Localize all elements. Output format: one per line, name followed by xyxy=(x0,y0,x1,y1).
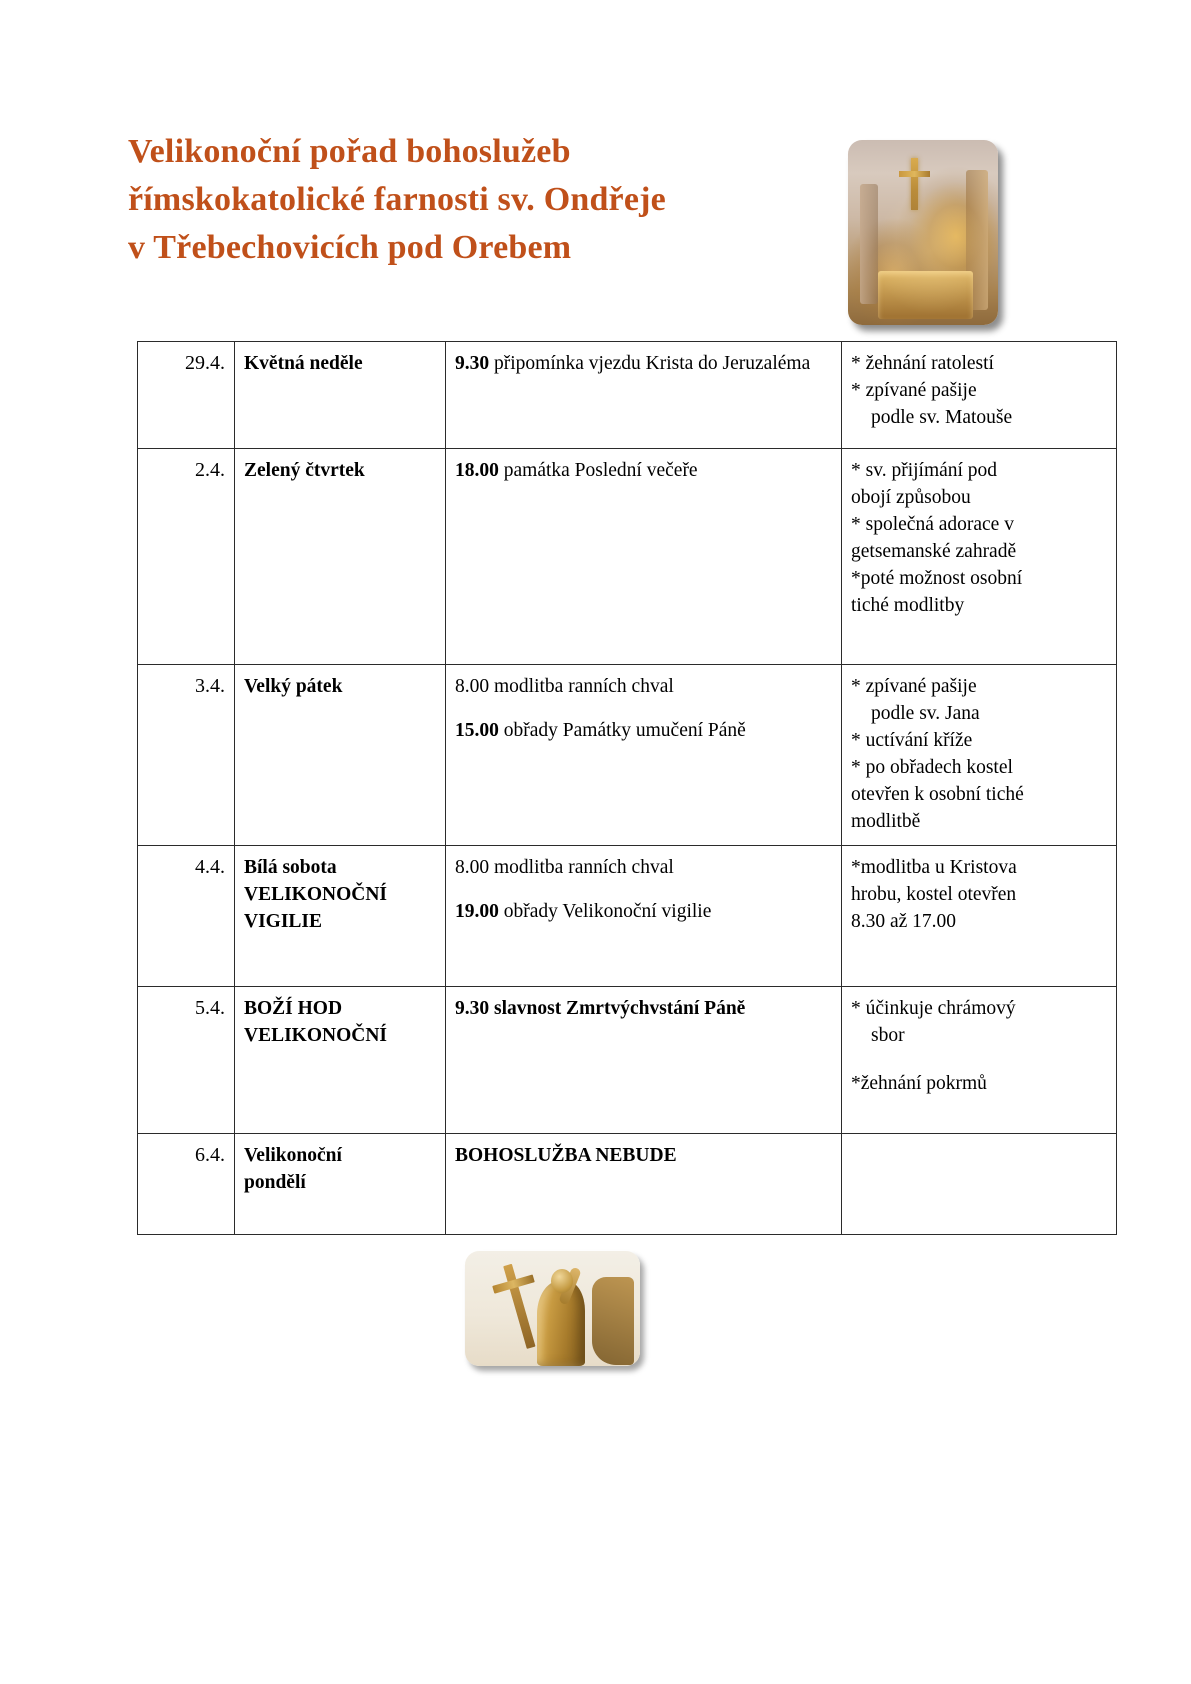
row-date: 6.4. xyxy=(195,1144,225,1166)
title-line-1: Velikonoční pořad bohoslužeb xyxy=(128,133,571,170)
row-date: 2.4. xyxy=(195,459,225,481)
note-line: * žehnání ratolestí xyxy=(851,353,994,374)
row-date: 3.4. xyxy=(195,675,225,697)
note-line: hrobu, kostel otevřen xyxy=(851,884,1017,905)
table-row xyxy=(138,987,1117,1134)
row-day-line: VIGILIE xyxy=(244,911,323,932)
row-day-line: Zelený čtvrtek xyxy=(244,460,365,481)
note-line: *žehnání pokrmů xyxy=(851,1073,987,1094)
note-line: * zpívané pašije xyxy=(851,676,977,697)
note-line: tiché modlitby xyxy=(851,595,965,616)
row-times-cell xyxy=(446,342,842,449)
row-day-line: Velikonoční xyxy=(244,1145,342,1166)
note-line: * účinkuje chrámový xyxy=(851,998,1016,1019)
time-value: 9.30 xyxy=(455,353,490,374)
time-description: připomínka vjezdu Krista do Jeruzaléma xyxy=(489,353,811,374)
row-date-cell xyxy=(138,846,235,987)
statue-head xyxy=(551,1269,573,1293)
time-entry xyxy=(455,898,832,925)
altar-glow xyxy=(848,140,998,325)
row-day-line: pondělí xyxy=(244,1172,306,1193)
row-date-cell xyxy=(138,342,235,449)
row-day-line: Květná neděle xyxy=(244,353,363,374)
note-line: otevřen k osobní tiché xyxy=(851,784,1024,805)
note-line: obojí způsobou xyxy=(851,487,971,508)
row-day-line: Velký pátek xyxy=(244,676,343,697)
time-value: 15.00 xyxy=(455,720,499,741)
row-date: 4.4. xyxy=(195,856,225,878)
row-times-cell xyxy=(446,449,842,665)
row-day-cell xyxy=(235,987,446,1134)
note-line: * společná adorace v xyxy=(851,514,1014,535)
time-entry: 8.00 modlitba ranních chval xyxy=(455,676,674,697)
schedule-body xyxy=(138,342,1117,1235)
row-notes-cell xyxy=(842,342,1117,449)
table-row xyxy=(138,449,1117,665)
row-date-cell xyxy=(138,1134,235,1235)
time-entry xyxy=(455,457,832,484)
note-line: getsemanské zahradě xyxy=(851,541,1017,562)
time-value: 18.00 xyxy=(455,460,499,481)
time-value: 19.00 xyxy=(455,901,499,922)
row-day-line: Bílá sobota xyxy=(244,857,337,878)
row-times-cell xyxy=(446,846,842,987)
row-notes-cell xyxy=(842,987,1117,1134)
time-entry: BOHOSLUŽBA NEBUDE xyxy=(455,1145,677,1166)
note-line: podle sv. Matouše xyxy=(871,407,1013,428)
page-title xyxy=(128,128,848,272)
note-line: *poté možnost osobní xyxy=(851,568,1023,589)
row-notes-cell xyxy=(842,846,1117,987)
row-date: 5.4. xyxy=(195,997,225,1019)
note-line: *modlitba u Kristova xyxy=(851,857,1017,878)
row-day-cell xyxy=(235,342,446,449)
row-notes-cell xyxy=(842,449,1117,665)
table-row xyxy=(138,665,1117,846)
row-notes-cell xyxy=(842,665,1117,846)
note-line: * uctívání kříže xyxy=(851,730,973,751)
note-line: * sv. přijímání pod xyxy=(851,460,998,481)
row-times-cell xyxy=(446,987,842,1134)
row-day-line: VELIKONOČNÍ xyxy=(244,1025,388,1046)
statue-drapery xyxy=(592,1277,634,1365)
row-day-cell xyxy=(235,665,446,846)
time-entry: 9.30 slavnost Zmrtvýchvstání Páně xyxy=(455,998,746,1019)
table-row xyxy=(138,846,1117,987)
table-row xyxy=(138,1134,1117,1235)
easter-schedule-table xyxy=(137,341,1117,1235)
title-line-3: v Třebechovicích pod Orebem xyxy=(128,229,572,266)
table-row xyxy=(138,342,1117,449)
row-date-cell xyxy=(138,665,235,846)
row-times-cell xyxy=(446,665,842,846)
time-description: obřady Památky umučení Páně xyxy=(498,720,746,741)
saint-statue-photo xyxy=(465,1251,640,1366)
note-line: * zpívané pašije xyxy=(851,380,977,401)
row-notes-cell xyxy=(842,1134,1117,1235)
note-line: modlitbě xyxy=(851,811,921,832)
row-date: 29.4. xyxy=(185,352,225,374)
note-line: podle sv. Jana xyxy=(871,703,980,724)
note-line: sbor xyxy=(871,1025,905,1046)
time-description: památka Poslední večeře xyxy=(498,460,698,481)
time-entry xyxy=(455,717,832,744)
row-day-line: VELIKONOČNÍ xyxy=(244,884,388,905)
row-date-cell xyxy=(138,987,235,1134)
row-day-cell xyxy=(235,846,446,987)
row-day-cell xyxy=(235,1134,446,1235)
row-times-cell xyxy=(446,1134,842,1235)
row-date-cell xyxy=(138,449,235,665)
time-entry: 8.00 modlitba ranních chval xyxy=(455,857,674,878)
note-line: 8.30 až 17.00 xyxy=(851,911,957,932)
row-day-cell xyxy=(235,449,446,665)
time-description: obřady Velikonoční vigilie xyxy=(498,901,712,922)
church-altar-photo xyxy=(848,140,998,325)
time-entry xyxy=(455,350,832,377)
row-day-line: BOŽÍ HOD xyxy=(244,998,343,1019)
title-line-2: římskokatolické farnosti sv. Ondřeje xyxy=(128,181,666,218)
note-line: * po obřadech kostel xyxy=(851,757,1013,778)
